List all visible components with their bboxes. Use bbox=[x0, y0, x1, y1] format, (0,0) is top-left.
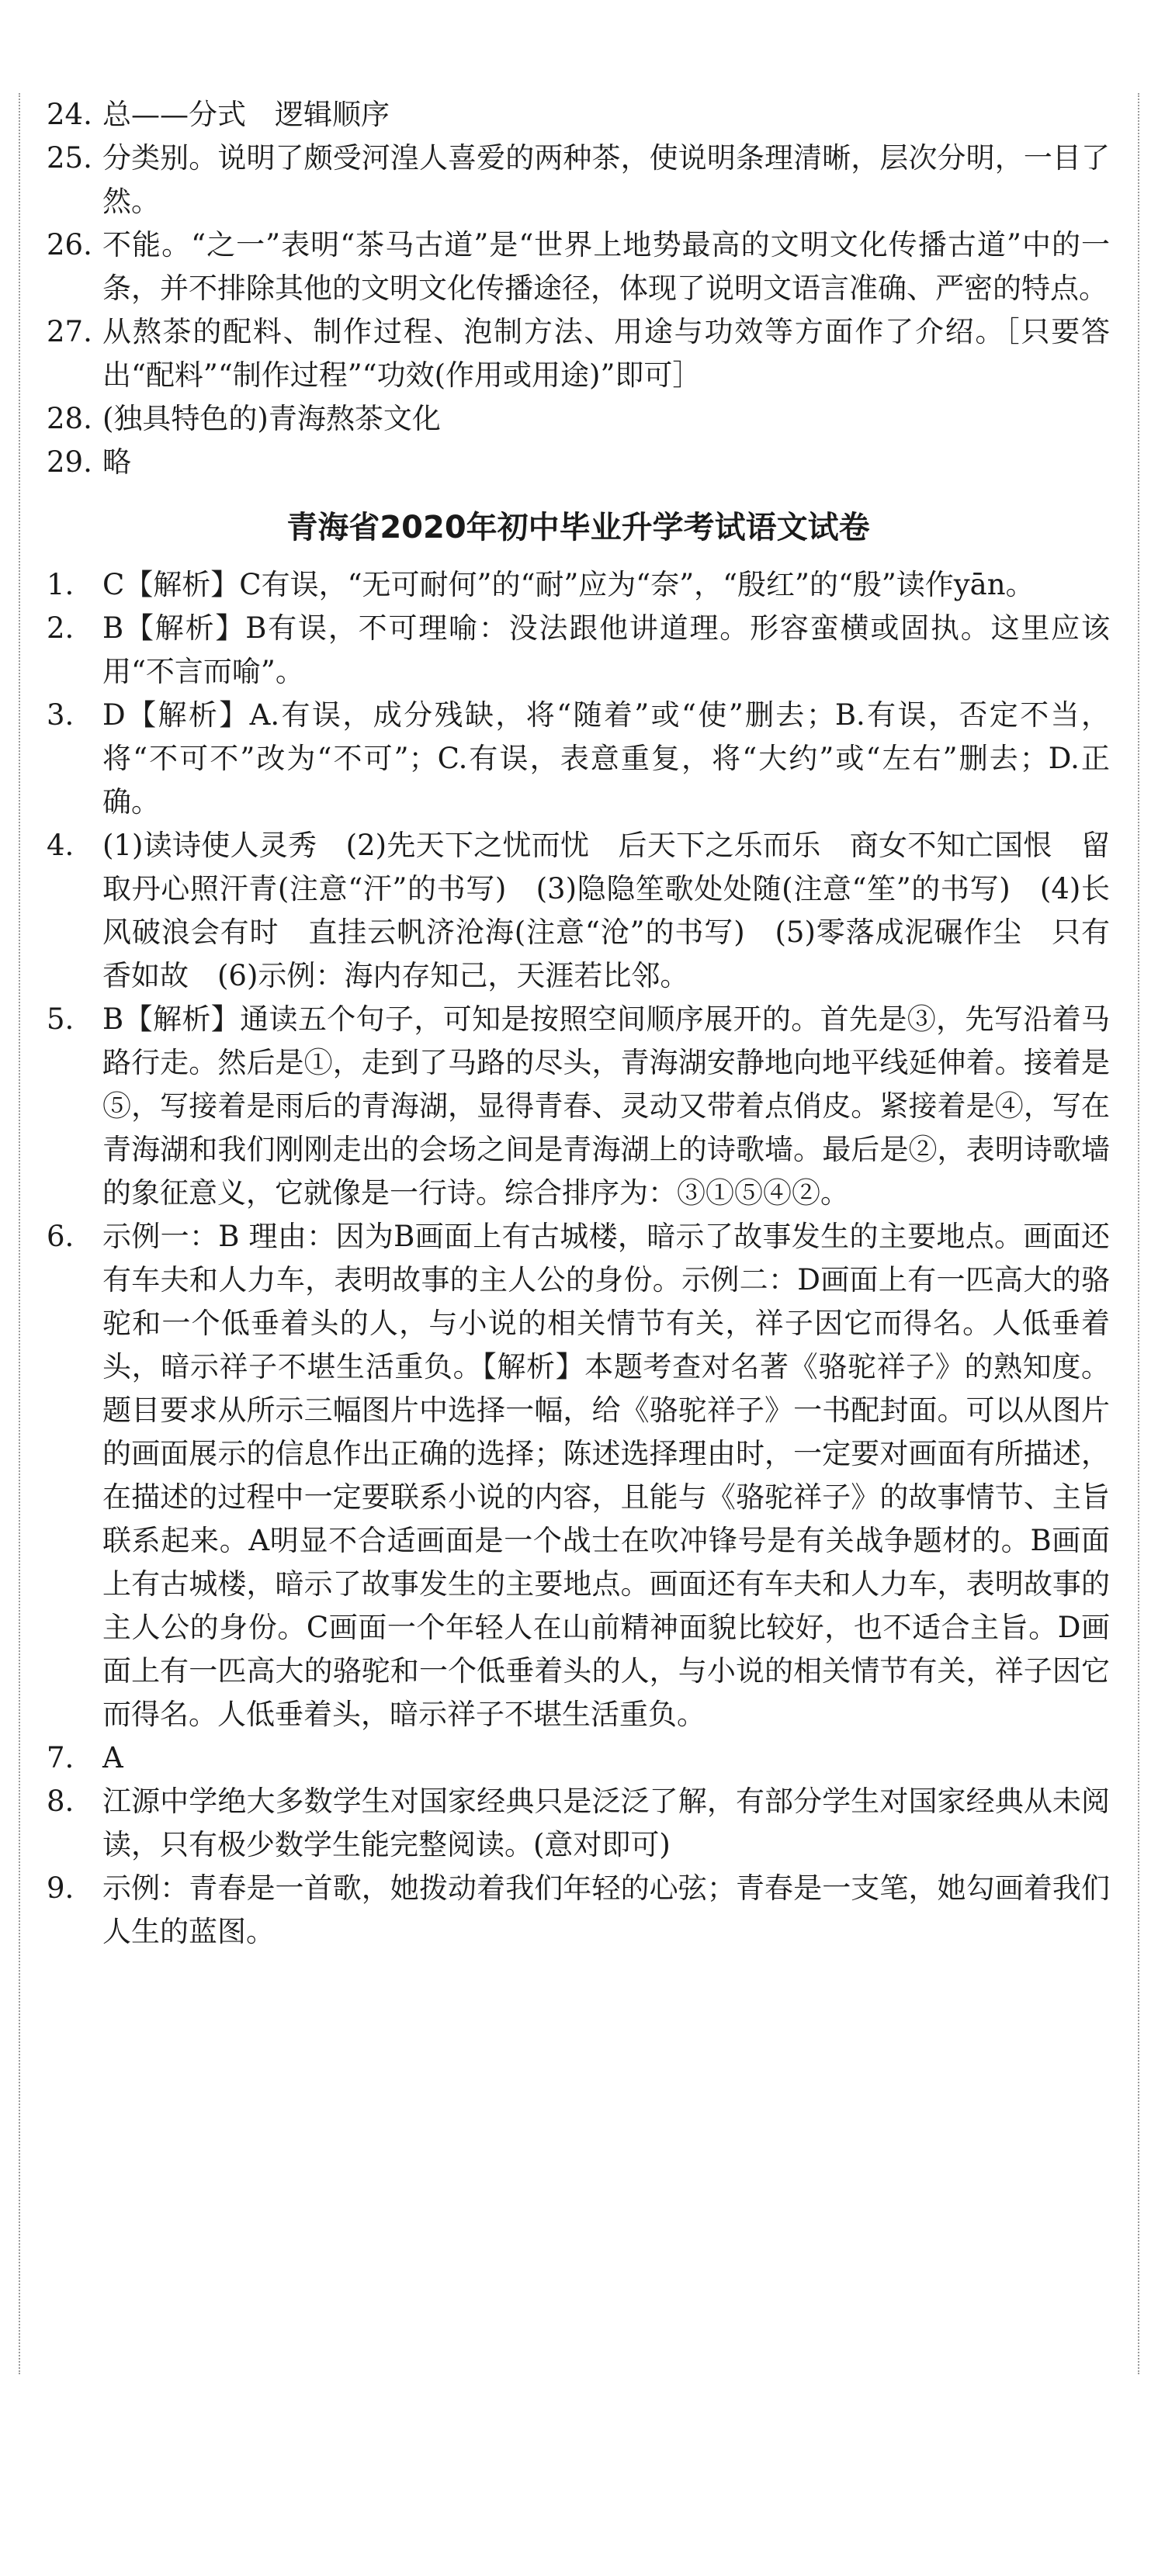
answer-number: 7. bbox=[47, 1741, 75, 1774]
left-dotted-border bbox=[19, 93, 20, 2374]
answers-part-1 bbox=[47, 93, 1110, 484]
answer-number: 6. bbox=[47, 1220, 75, 1253]
answer-number: 27. bbox=[47, 315, 92, 348]
answer-number: 2. bbox=[47, 611, 75, 645]
answer-item bbox=[47, 998, 1110, 1215]
answer-item bbox=[47, 694, 1110, 824]
answer-item bbox=[47, 1736, 1110, 1780]
answer-item bbox=[47, 137, 1110, 223]
answer-item bbox=[47, 607, 1110, 694]
answer-number: 25. bbox=[47, 141, 92, 175]
answer-text: 示例一：B 理由：因为B画面上有古城楼，暗示了故事发生的主要地点。画面还有车夫和人力车，表明故事的主人公的身份。示例二：D画面上有一匹高大的骆驼和一个低垂着头的人，与小说的相关情节有关，祥子因它而得名。人低垂着头，暗示祥子不堪生活重负。【解析】本题考查对名著《骆驼祥子》的熟知度。题目要求从所示三幅图片中选择一幅，给《骆驼祥子》一书配封面。可以从图片的画面展示的信息作出正确的选择；陈述选择理由时，一定要对画面有所描述，在描述的过程中一定要联系小说的内容，且能与《骆驼祥子》的故事情节、主旨联系起来。A明显不合适画面是一个战士在吹冲锋号是有关战争题材的。B画面上有古城楼，暗示了故事发生的主要地点。画面还有车夫和人力车，表明故事的主人公的身份。C画面一个年轻人在山前精神面貌比较好，也不适合主旨。D画面上有一匹高大的骆驼和一个低垂着头的人，与小说的相关情节有关，祥子因它而得名。人低垂着头，暗示祥子不堪生活重负。 bbox=[102, 1220, 1110, 1731]
answer-text: 分类别。说明了颇受河湟人喜爱的两种茶，使说明条理清晰，层次分明，一目了然。 bbox=[102, 141, 1110, 218]
answer-number: 1. bbox=[47, 568, 75, 601]
answer-text: 不能。“之一”表明“茶马古道”是“世界上地势最高的文明文化传播古道”中的一条，并不排除其他的文明文化传播途径，体现了说明文语言准确、严密的特点。 bbox=[102, 228, 1110, 305]
answer-item bbox=[47, 1215, 1110, 1736]
answer-text: 总——分式 逻辑顺序 bbox=[102, 98, 390, 131]
right-dotted-border bbox=[1138, 93, 1139, 2374]
answer-item bbox=[47, 310, 1110, 397]
answer-text: 从熬茶的配料、制作过程、泡制方法、用途与功效等方面作了介绍。［只要答出“配料”“制作过程”“功效(作用或用途)”即可］ bbox=[102, 315, 1110, 392]
answer-text: 江源中学绝大多数学生对国家经典只是泛泛了解，有部分学生对国家经典从未阅读，只有极少数学生能完整阅读。(意对即可) bbox=[102, 1785, 1110, 1861]
answer-item bbox=[47, 223, 1110, 310]
answer-item bbox=[47, 93, 1110, 137]
answer-item bbox=[47, 441, 1110, 484]
answer-number: 9. bbox=[47, 1871, 75, 1905]
answer-item bbox=[47, 824, 1110, 998]
answer-text: D【解析】A.有误，成分残缺，将“随着”或“使”删去；B.有误，否定不当，将“不可不”改为“不可”；C.有误，表意重复，将“大约”或“左右”删去；D.正确。 bbox=[102, 698, 1110, 819]
answer-number: 28. bbox=[47, 402, 92, 435]
answer-number: 4. bbox=[47, 829, 75, 862]
answer-number: 26. bbox=[47, 228, 92, 261]
answer-number: 29. bbox=[47, 445, 92, 479]
answer-number: 8. bbox=[47, 1785, 75, 1818]
answers-part-2 bbox=[47, 563, 1110, 1954]
section-title: 青海省2020年初中毕业升学考试语文试卷 bbox=[286, 510, 870, 545]
answer-item bbox=[47, 563, 1110, 607]
answer-text: (1)读诗使人灵秀 (2)先天下之忧而忧 后天下之乐而乐 商女不知亡国恨 留取丹心照汗青(注意“汗”的书写) (3)隐隐笙歌处处随(注意“笙”的书写) (4)长风破浪会有时 直挂云帆济沧海(注意“沧”的书写) (5)零落成泥碾作尘 只有香如故 (6)示例：海内存知己，天涯若比邻。 bbox=[102, 829, 1110, 992]
answer-content bbox=[47, 93, 1110, 1954]
answer-text: C【解析】C有误，“无可耐何”的“耐”应为“奈”，“殷红”的“殷”读作yān。 bbox=[102, 568, 1035, 601]
answer-text: (独具特色的)青海熬茶文化 bbox=[102, 402, 441, 435]
answer-number: 24. bbox=[47, 98, 92, 131]
answer-number: 5. bbox=[47, 1002, 75, 1036]
answer-text: B【解析】通读五个句子，可知是按照空间顺序展开的。首先是③，先写沿着马路行走。然后是①，走到了马路的尽头，青海湖安静地向地平线延伸着。接着是⑤，写接着是雨后的青海湖，显得青春、灵动又带着点俏皮。紧接着是④，写在青海湖和我们刚刚走出的会场之间是青海湖上的诗歌墙。最后是②，表明诗歌墙的象征意义，它就像是一行诗。综合排序为：③①⑤④②。 bbox=[102, 1002, 1110, 1210]
answer-item bbox=[47, 1867, 1110, 1954]
answer-item bbox=[47, 397, 1110, 441]
answer-text: A bbox=[102, 1741, 123, 1774]
answer-item bbox=[47, 1780, 1110, 1867]
answer-text: 示例：青春是一首歌，她拨动着我们年轻的心弦；青春是一支笔，她勾画着我们人生的蓝图。 bbox=[102, 1871, 1110, 1948]
answer-number: 3. bbox=[47, 698, 75, 732]
answer-text: 略 bbox=[102, 445, 131, 479]
answer-text: B【解析】B有误，不可理喻：没法跟他讲道理。形容蛮横或固执。这里应该用“不言而喻”。 bbox=[102, 611, 1110, 688]
